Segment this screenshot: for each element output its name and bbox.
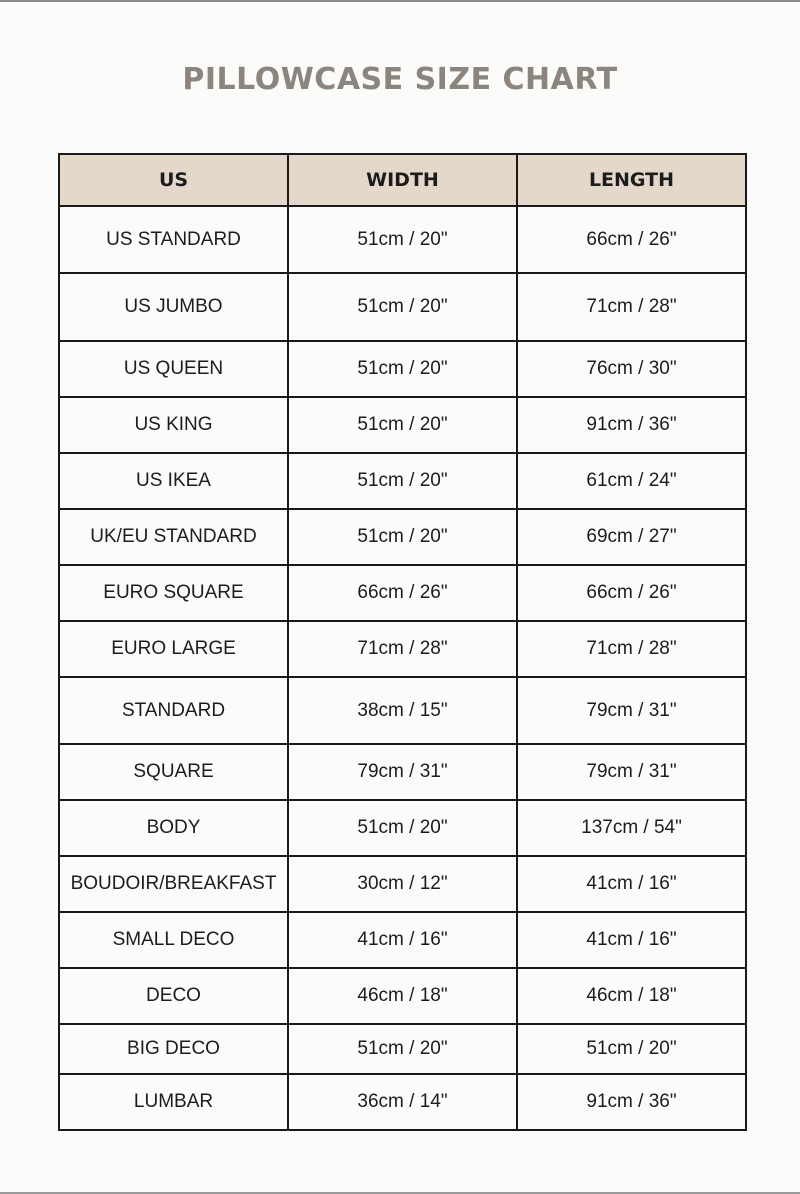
page-title: PILLOWCASE SIZE CHART (182, 62, 618, 97)
length-cell: 46cm / 18" (517, 968, 746, 1024)
size-name-cell: EURO LARGE (59, 621, 288, 677)
length-cell: 69cm / 27" (517, 509, 746, 565)
width-cell: 51cm / 20" (288, 1024, 517, 1074)
table-row (59, 912, 746, 968)
size-name-cell: BODY (59, 800, 288, 856)
table-row (59, 206, 746, 273)
width-cell: 51cm / 20" (288, 206, 517, 273)
width-cell: 51cm / 20" (288, 509, 517, 565)
table-row (59, 677, 746, 744)
length-cell: 71cm / 28" (517, 273, 746, 341)
size-name-cell: LUMBAR (59, 1074, 288, 1130)
length-cell: 41cm / 16" (517, 856, 746, 912)
size-name-cell: DECO (59, 968, 288, 1024)
length-cell: 71cm / 28" (517, 621, 746, 677)
size-name-cell: BOUDOIR/BREAKFAST (59, 856, 288, 912)
length-cell: 79cm / 31" (517, 677, 746, 744)
length-cell: 91cm / 36" (517, 397, 746, 453)
length-cell: 66cm / 26" (517, 565, 746, 621)
table-row (59, 1024, 746, 1074)
size-name-cell: US IKEA (59, 453, 288, 509)
width-cell: 51cm / 20" (288, 453, 517, 509)
table-row (59, 1074, 746, 1130)
top-divider (0, 0, 800, 2)
width-cell: 36cm / 14" (288, 1074, 517, 1130)
header-length: LENGTH (517, 154, 746, 206)
length-cell: 66cm / 26" (517, 206, 746, 273)
size-name-cell: STANDARD (59, 677, 288, 744)
length-cell: 79cm / 31" (517, 744, 746, 800)
size-name-cell: US QUEEN (59, 341, 288, 397)
size-name-cell: UK/EU STANDARD (59, 509, 288, 565)
length-cell: 51cm / 20" (517, 1024, 746, 1074)
length-cell: 137cm / 54" (517, 800, 746, 856)
width-cell: 51cm / 20" (288, 800, 517, 856)
size-name-cell: US KING (59, 397, 288, 453)
size-name-cell: SQUARE (59, 744, 288, 800)
length-cell: 76cm / 30" (517, 341, 746, 397)
table-row (59, 621, 746, 677)
table-row (59, 509, 746, 565)
width-cell: 51cm / 20" (288, 341, 517, 397)
width-cell: 30cm / 12" (288, 856, 517, 912)
width-cell: 51cm / 20" (288, 273, 517, 341)
table-body (59, 206, 746, 1130)
table-row (59, 968, 746, 1024)
size-name-cell: US JUMBO (59, 273, 288, 341)
width-cell: 79cm / 31" (288, 744, 517, 800)
table-row (59, 273, 746, 341)
table-row (59, 453, 746, 509)
size-name-cell: BIG DECO (59, 1024, 288, 1074)
length-cell: 41cm / 16" (517, 912, 746, 968)
width-cell: 41cm / 16" (288, 912, 517, 968)
table-row (59, 800, 746, 856)
size-name-cell: SMALL DECO (59, 912, 288, 968)
width-cell: 51cm / 20" (288, 397, 517, 453)
table-row (59, 397, 746, 453)
table-row (59, 341, 746, 397)
length-cell: 61cm / 24" (517, 453, 746, 509)
table-row (59, 856, 746, 912)
width-cell: 38cm / 15" (288, 677, 517, 744)
header-width: WIDTH (288, 154, 517, 206)
size-name-cell: EURO SQUARE (59, 565, 288, 621)
header-us: US (59, 154, 288, 206)
length-cell: 91cm / 36" (517, 1074, 746, 1130)
width-cell: 71cm / 28" (288, 621, 517, 677)
size-name-cell: US STANDARD (59, 206, 288, 273)
size-chart-table (58, 153, 747, 1131)
table-row (59, 565, 746, 621)
width-cell: 46cm / 18" (288, 968, 517, 1024)
width-cell: 66cm / 26" (288, 565, 517, 621)
table-row (59, 744, 746, 800)
table-header-row (59, 154, 746, 206)
